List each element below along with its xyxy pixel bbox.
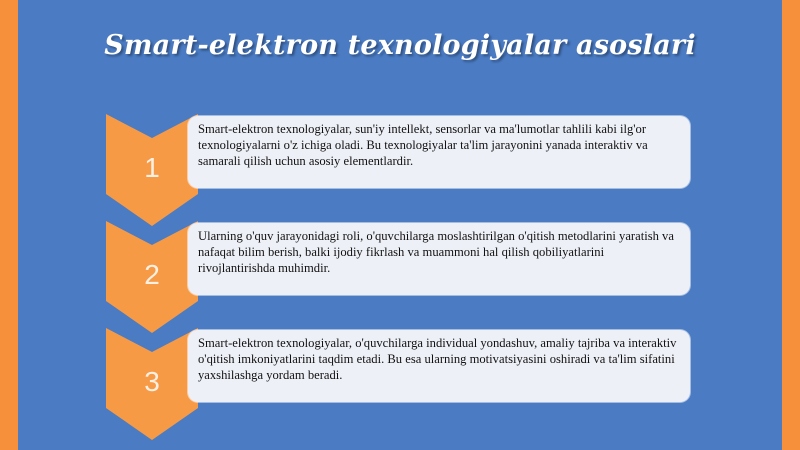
step-3 xyxy=(18,328,782,440)
step-text: Smart-elektron texnologiyalar, sun'iy intellekt, sensorlar va ma'lumotlar tahlili kabi ilg'or texnologiyalarni o'z ichiga oladi. Bu texnologiyalar ta'lim jarayonini yanada interaktiv va samarali qilish uchun asosiy elementlardir. xyxy=(188,116,690,188)
step-2 xyxy=(18,221,782,333)
slide xyxy=(18,0,782,450)
step-number: 3 xyxy=(144,366,160,397)
slide-title: Smart-elektron texnologiyalar asoslari xyxy=(104,30,696,61)
step-1 xyxy=(18,114,782,226)
step-text: Ularning o'quv jarayonidagi roli, o'quvchilarga moslashtirilgan o'qitish metodlarini yaratish va nafaqat bilim berish, balki ijodiy fikrlash va muammoni hal qilish qobiliyatlarini rivojlantirishda muhimdir. xyxy=(188,223,690,295)
step-text: Smart-elektron texnologiyalar, o'quvchilarga individual yondashuv, amaliy tajriba va interaktiv o'qitish imkoniyatlarini taqdim etadi. Bu esa ularning motivatsiyasini oshiradi va ta'lim sifatini yaxshilashga yordam beradi. xyxy=(188,330,690,402)
step-number: 2 xyxy=(144,259,160,290)
step-number: 1 xyxy=(144,152,160,183)
